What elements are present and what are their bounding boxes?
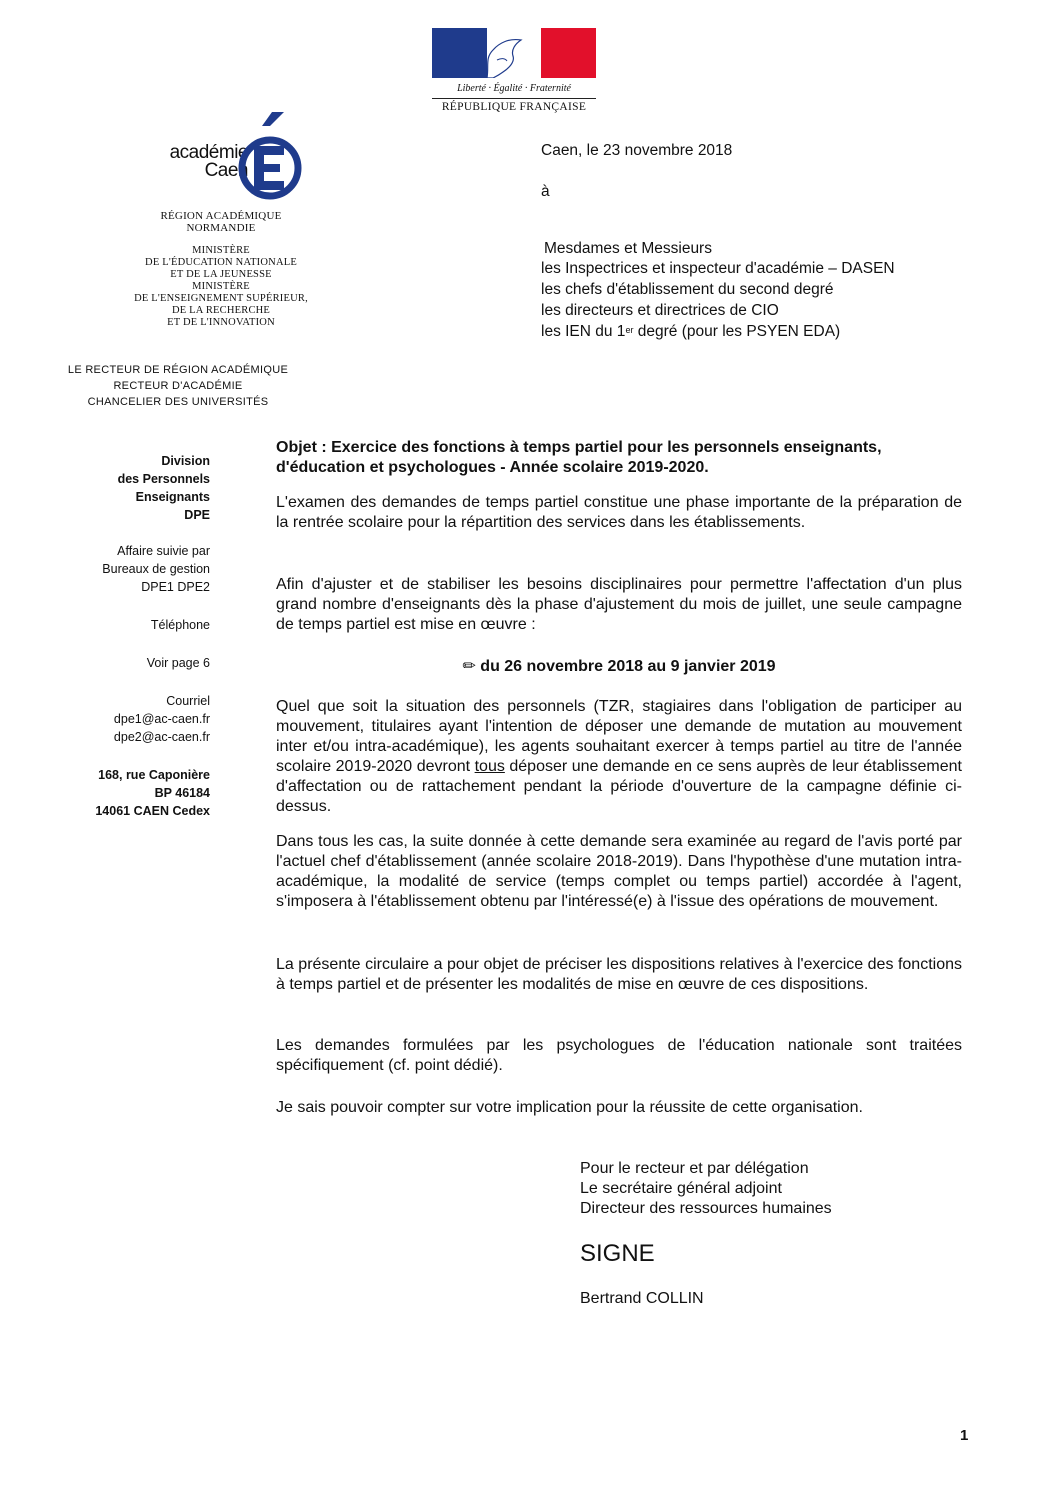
region-line: NORMANDIE (186, 222, 256, 234)
recipient-line-4: les directeurs et directrices de CIO (541, 302, 779, 319)
recipient-line-2: les Inspectrices et inspecteur d'académie – DASEN (541, 260, 895, 277)
paragraph-6: Les demandes formulées par les psychologues de l'éducation nationale sont traitées spécifiquement (cf. point dédié). (276, 1037, 962, 1074)
paragraph-3-start: Quel que soit la situation des personnels (TZR, stagiaires dans l'obligation de participer au mouvement, titulaires ayant l'intention de déposer une demande de mutation au mouvement inter et/ou intra-académique), les agents souhaitant exercer à temps partiel au titre de l'année scolaire 2019-2020 devront (276, 698, 962, 775)
signature-line: Pour le recteur et par délégation (580, 1160, 809, 1177)
academie-logo (168, 110, 302, 206)
recipient-sup: er (625, 325, 634, 335)
courriel-label: Courriel (166, 694, 210, 708)
suivie-line: DPE1 DPE2 (141, 580, 210, 594)
signe-mark: SIGNE (580, 1240, 655, 1267)
paragraph-4: Dans tous les cas, la suite donnée à cette demande sera examinée au regard de l'avis porté par l'actuel chef d'établissement (année scolaire 2018-2019). Dans l'hypothèse d'une mutation intra-académique, la modalité de service (temps complet ou temps partiel) accordée à l'agent, s'imposera à l'établissement obtenu par l'intéressé(e) à l'issue des opérations de mouvement. (276, 833, 962, 910)
paragraph-1: L'examen des demandes de temps partiel constitue une phase importante de la préparation de la rentrée scolaire pour la répartition des services dans les établissements. (276, 494, 962, 531)
ministry-line: ET DE L'INNOVATION (167, 317, 275, 328)
caen-word: Caen (204, 160, 248, 181)
division-line: des Personnels (117, 472, 210, 486)
division-line: Enseignants (135, 490, 210, 504)
underlined-tous: tous (474, 758, 505, 775)
page-number: 1 (960, 1427, 969, 1444)
recteur-block (40, 362, 316, 410)
signature-block (580, 1159, 832, 1219)
ministry-line: ET DE LA JEUNESSE (170, 269, 272, 280)
letter-date: Caen, le 23 novembre 2018 (541, 142, 733, 159)
suivie-line: Bureaux de gestion (102, 562, 210, 576)
recteur-line: LE RECTEUR DE RÉGION ACADÉMIQUE (67, 364, 289, 376)
address-line: 168, rue Caponière (98, 768, 210, 782)
republic-motto: Liberté · Égalité · Fraternité (457, 83, 571, 94)
marianne-profile-icon (479, 28, 535, 78)
recipient-line-3: les chefs d'établissement du second degré (541, 281, 834, 298)
address-line: BP 46184 (154, 786, 210, 800)
sidebar-division (40, 452, 210, 524)
letter-objet: Objet : Exercice des fonctions à temps partiel pour les personnels enseignants, d'éducation et psychologues - Année scolaire 2019-2020. (276, 439, 882, 476)
email-link-dpe1[interactable]: dpe1@ac-caen.fr (113, 712, 210, 726)
sidebar-telephone: Téléphone (150, 618, 210, 632)
sidebar-voir-page: Voir page 6 (146, 656, 210, 670)
flag-white (487, 28, 542, 78)
region-line: RÉGION ACADÉMIQUE (160, 210, 282, 222)
paragraph-3 (276, 697, 962, 817)
motto-divider (432, 98, 596, 99)
recteur-line: CHANCELIER DES UNIVERSITÉS (87, 396, 269, 408)
ministry-block (110, 245, 332, 329)
tricolor-flag (432, 28, 596, 78)
region-academique (110, 210, 332, 234)
paragraph-3-end: déposer une demande en ce sens auprès de leur établissement d'affectation ou de rattachement pendant la période d'ouverture de la campagne définie ci-dessus. (276, 758, 962, 815)
e-accent-logo-icon (238, 110, 302, 206)
flag-red (541, 28, 596, 78)
signature-line: Le secrétaire général adjoint (580, 1180, 782, 1197)
ministry-line: MINISTÈRE (192, 281, 250, 292)
division-line: Division (161, 454, 210, 468)
ministry-line: MINISTÈRE (192, 245, 250, 256)
campaign-period: ✏ du 26 novembre 2018 au 9 janvier 2019 (462, 658, 776, 675)
ministry-line: DE LA RECHERCHE (171, 305, 271, 316)
sidebar-address (40, 766, 210, 820)
ministry-line: DE L'ÉDUCATION NATIONALE (145, 257, 297, 268)
paragraph-2: Afin d'ajuster et de stabiliser les besoins disciplinaires pour permettre l'affectation d'un plus grand nombre d'enseignants dès la phase d'ajustement du mois de juillet, une seule campagne de temps partiel est mise en œuvre : (276, 576, 962, 633)
republic-name: RÉPUBLIQUE FRANÇAISE (441, 101, 587, 113)
ministry-line: DE L'ENSEIGNEMENT SUPÉRIEUR, (134, 293, 308, 304)
signatory-name: Bertrand COLLIN (580, 1290, 704, 1307)
recipient-line-5 (541, 322, 840, 341)
marianne-logo (432, 28, 596, 122)
email-link-dpe2[interactable]: dpe2@ac-caen.fr (113, 730, 210, 744)
recipient-line-1: Mesdames et Messieurs (544, 240, 712, 257)
recipient-psyen: degré (pour les PSYEN EDA) (633, 323, 841, 340)
academie-word: académie (169, 142, 248, 163)
sidebar-courriel (40, 692, 210, 746)
sidebar-suivie (40, 542, 210, 596)
signature-line: Directeur des ressources humaines (580, 1200, 832, 1217)
letter-a: à (541, 183, 550, 200)
paragraph-7: Je sais pouvoir compter sur votre implication pour la réussite de cette organisation. (276, 1099, 863, 1116)
suivie-line: Affaire suivie par (117, 544, 210, 558)
address-line: 14061 CAEN Cedex (95, 804, 210, 818)
division-line: DPE (184, 508, 210, 522)
recipient-ien: les IEN du 1 (541, 323, 626, 340)
recteur-line: RECTEUR D'ACADÉMIE (113, 380, 243, 392)
academie-logo-text (168, 144, 248, 180)
paragraph-5: La présente circulaire a pour objet de préciser les dispositions relatives à l'exercice des fonctions à temps partiel et de présenter les modalités de mise en œuvre de ces dispositions. (276, 956, 962, 993)
